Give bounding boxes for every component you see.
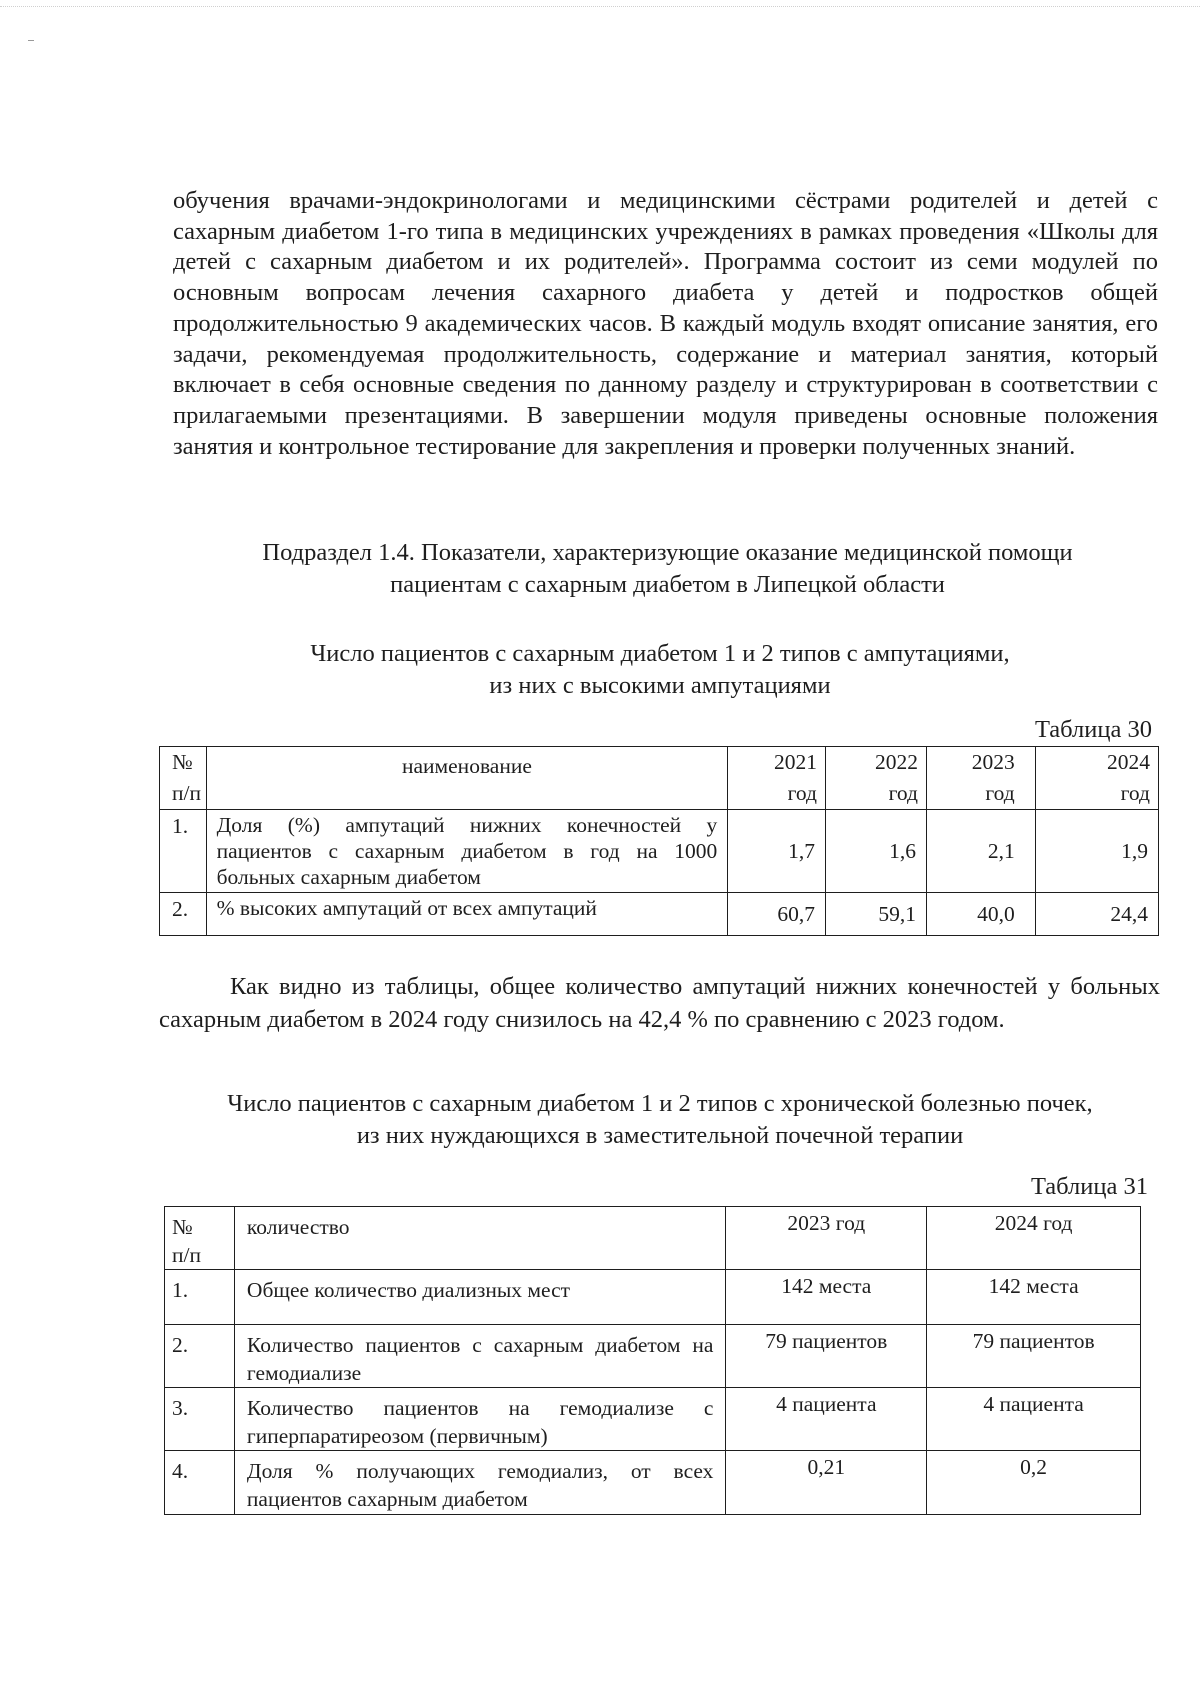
table30-row1-2021: 1,7 xyxy=(728,810,826,893)
table31-header-row xyxy=(165,1207,1141,1270)
table30-header-year-word: год xyxy=(787,781,817,805)
scan-top-edge xyxy=(0,6,1200,7)
table30-header-num-abbr: п/п xyxy=(172,781,201,805)
table30-header-year-word: год xyxy=(985,781,1015,805)
table31-row1-2023: 142 места xyxy=(726,1270,927,1325)
table31-row4-2023: 0,21 xyxy=(726,1451,927,1515)
table30-header-year: 2023 xyxy=(971,750,1015,774)
table31-row1-name: Общее количество диализных мест xyxy=(234,1270,725,1325)
table30-header-2023 xyxy=(926,747,1035,810)
table31-row2-2023: 79 пациентов xyxy=(726,1325,927,1388)
table31-row2-2024: 79 пациентов xyxy=(927,1325,1141,1388)
table-row xyxy=(165,1325,1141,1388)
table30-label: Таблица 30 xyxy=(1034,716,1152,743)
table30-row1-2024: 1,9 xyxy=(1035,810,1158,893)
table30-row2-2022: 59,1 xyxy=(825,893,926,936)
table-row xyxy=(160,810,1159,893)
table30-title-line1: Число пациентов с сахарным диабетом 1 и 2 типов с ампутациями, xyxy=(310,640,1010,667)
table31-header-num xyxy=(165,1207,235,1270)
table30-title xyxy=(160,638,1160,702)
table30-header-year-word: год xyxy=(1120,781,1150,805)
table30 xyxy=(159,746,1159,936)
table30-row1-num: 1. xyxy=(160,810,207,893)
table30-row1-name: Доля (%) ампутаций нижних конечностей у пациентов с сахарным диабетом в год на 1000 больных сахарным диабетом xyxy=(206,810,728,893)
table30-header-2021 xyxy=(728,747,826,810)
table30-title-line2: из них с высокими ампутациями xyxy=(489,672,831,699)
table30-row2-2023: 40,0 xyxy=(926,893,1035,936)
table31-header-num-abbr: п/п xyxy=(172,1243,201,1267)
table31-title-line2: из них нуждающихся в заместительной почечной терапии xyxy=(356,1122,964,1149)
table31-row4-2024: 0,2 xyxy=(927,1451,1141,1515)
table31-header-2023: 2023 год xyxy=(726,1207,927,1270)
table30-row2-num: 2. xyxy=(160,893,207,936)
table31-row3-2023: 4 пациента xyxy=(726,1388,927,1451)
table31-row3-num: 3. xyxy=(165,1388,235,1451)
table-row xyxy=(165,1270,1141,1325)
table30-row1-2022: 1,6 xyxy=(825,810,926,893)
table31-row4-num: 4. xyxy=(165,1451,235,1515)
table-row xyxy=(165,1388,1141,1451)
table30-header-year-word: год xyxy=(888,781,918,805)
table31 xyxy=(164,1206,1141,1515)
table30-row2-2021: 60,7 xyxy=(728,893,826,936)
table30-header-year: 2024 xyxy=(1107,750,1150,774)
table31-label: Таблица 31 xyxy=(1030,1173,1148,1200)
table31-row2-num: 2. xyxy=(165,1325,235,1388)
table30-header-year: 2021 xyxy=(773,750,817,774)
table-row xyxy=(160,893,1159,936)
table31-row3-name: Количество пациентов на гемодиализе с гиперпаратиреозом (первичным) xyxy=(234,1388,725,1451)
table30-header-row xyxy=(160,747,1159,810)
table30-header-2022 xyxy=(825,747,926,810)
table30-header-num-symbol: № xyxy=(172,750,193,774)
subsection-heading-line2: пациентам с сахарным диабетом в Липецкой области xyxy=(390,571,945,598)
table30-header-num xyxy=(160,747,207,810)
subsection-heading xyxy=(175,537,1160,601)
table31-row4-name: Доля % получающих гемодиализ, от всех пациентов сахарным диабетом xyxy=(234,1451,725,1515)
table30-row1-2023: 2,1 xyxy=(926,810,1035,893)
table31-row1-num: 1. xyxy=(165,1270,235,1325)
subsection-heading-line1: Подраздел 1.4. Показатели, характеризующие оказание медицинской помощи xyxy=(262,539,1073,566)
table30-header-name: наименование xyxy=(206,747,728,810)
table30-row2-2024: 24,4 xyxy=(1035,893,1158,936)
intro-paragraph: обучения врачами-эндокринологами и медицинскими сёстрами родителей и детей с сахарным диабетом 1-го типа в медицинских учреждениях в рамках проведения «Школы для детей с сахарным диабетом и их родителей». Программа состоит из семи модулей по основным вопросам лечения сахарного диабета у детей и подростков общей продолжительностью 9 академических часов. В каждый модуль входят описание занятия, его задачи, рекомендуемая продолжительность, содержание и материал занятия, который включает в себя основные сведения по данному разделу и структурирован в соответствии с прилагаемыми презентациями. В завершении модуля приведены основные положения занятия и контрольное тестирование для закрепления и проверки полученных знаний. xyxy=(173,187,1158,460)
scan-mark xyxy=(28,40,34,41)
conclusion-paragraph: Как видно из таблицы, общее количество ампутаций нижних конечностей у больных сахарным диабетом в 2024 году снизилось на 42,4 % по сравнению с 2023 годом. xyxy=(159,973,1160,1033)
table31-header-name: количество xyxy=(234,1207,725,1270)
table31-title-line1: Число пациентов с сахарным диабетом 1 и 2 типов с хронической болезнью почек, xyxy=(227,1090,1093,1117)
table30-header-year: 2022 xyxy=(874,750,918,774)
table31-row1-2024: 142 места xyxy=(927,1270,1141,1325)
table31-header-2024: 2024 год xyxy=(927,1207,1141,1270)
table30-header-2024 xyxy=(1035,747,1158,810)
table31-title xyxy=(160,1088,1160,1152)
table31-row3-2024: 4 пациента xyxy=(927,1388,1141,1451)
table-row xyxy=(165,1451,1141,1515)
table31-header-num-symbol: № xyxy=(172,1215,193,1239)
table30-row2-name: % высоких ампутаций от всех ампутаций xyxy=(206,893,728,936)
table31-row2-name: Количество пациентов с сахарным диабетом на гемодиализе xyxy=(234,1325,725,1388)
